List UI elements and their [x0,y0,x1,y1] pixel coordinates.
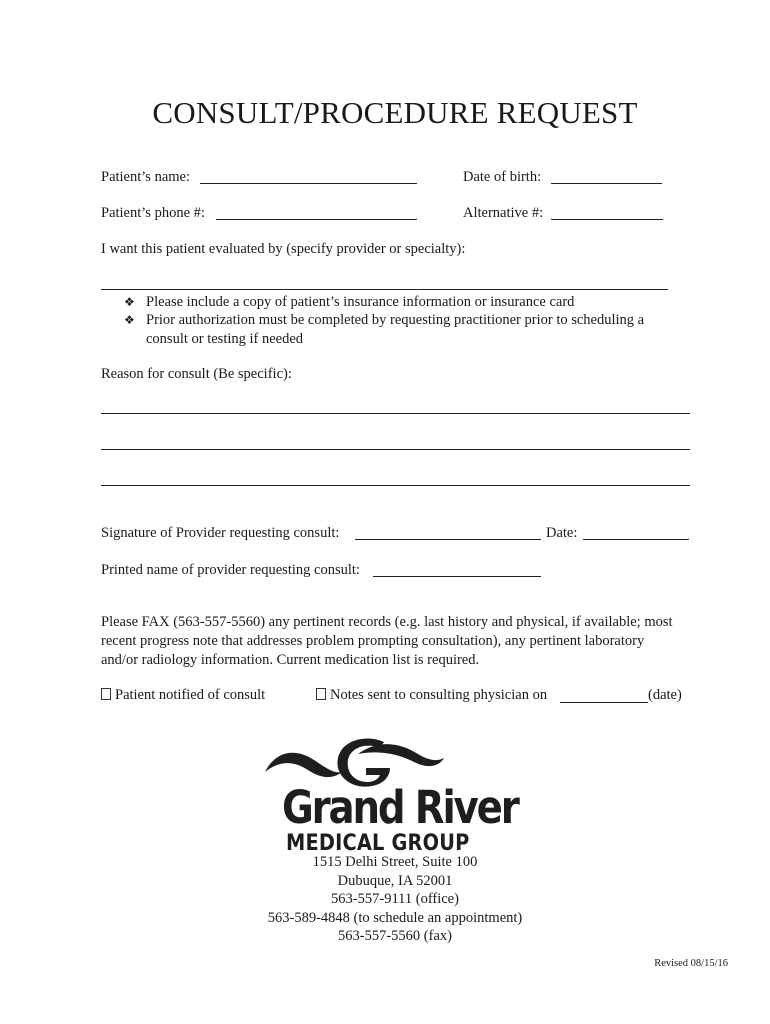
address-fax: 563-557-5560 (fax) [338,928,452,944]
date-field[interactable] [583,539,689,540]
patient-name-label: Patient’s name: [101,169,190,185]
patient-notified-label: Patient notified of consult [115,687,266,703]
notes-sent-label: Notes sent to consulting physician on [330,687,548,703]
diamond-bullet-icon: ❖ [124,313,135,327]
phone-label: Patient’s phone #: [101,205,205,221]
notes-sent-date-field[interactable] [560,702,648,703]
alternative-label: Alternative #: [463,205,544,221]
date-label: Date: [546,525,578,541]
fax-instructions: Please FAX (563-557-5560) any pertinent records (e.g. last history and physical, if available; most recent progress note that addresses problem prompting consultation), any pertinent laboratory and/or radiology information. Current medication list is required. [101,614,673,668]
bullet-insurance-text: Please include a copy of patient’s insurance information or insurance card [146,294,575,310]
reason-label: Reason for consult (Be specific): [101,366,292,382]
notes-sent-option[interactable] [316,687,547,704]
printed-name-field[interactable] [373,576,541,577]
address-street: 1515 Delhi Street, Suite 100 [312,854,478,870]
checkbox-icon[interactable] [316,688,326,700]
bullet-prior-auth [124,311,644,348]
address-city: Dubuque, IA 52001 [337,872,453,889]
bullet-prior-auth-text: Prior authorization must be completed by requesting practitioner prior to scheduling a [146,312,645,328]
phone-field[interactable] [216,219,417,220]
revision-date: Revised 08/15/16 [654,958,728,969]
notes-sent-date-suffix: (date) [648,687,682,703]
logo-wordmark: Grand River [282,781,518,834]
bullet-prior-auth-text-cont: consult or testing if needed [146,330,304,347]
patient-notified-option[interactable] [101,687,265,704]
evaluated-by-field[interactable] [101,289,668,290]
evaluated-by-label: I want this patient evaluated by (specify provider or specialty): [101,241,466,257]
bullet-insurance [124,293,574,312]
address-office-phone: 563-557-9111 (office) [331,891,459,907]
diamond-bullet-icon: ❖ [124,295,135,309]
signature-field[interactable] [355,539,541,540]
dob-field[interactable] [551,183,662,184]
reason-line-1[interactable] [101,413,690,414]
checkbox-icon[interactable] [101,688,111,700]
address-block [0,853,770,946]
address-appointment-phone: 563-589-4848 (to schedule an appointment) [267,909,523,926]
reason-line-3[interactable] [101,485,690,486]
reason-line-2[interactable] [101,449,690,450]
logo-subtitle: MEDICAL GROUP [286,831,470,856]
patient-name-field[interactable] [200,183,417,184]
page-title: CONSULT/PROCEDURE REQUEST [152,95,638,130]
alternative-field[interactable] [551,219,663,220]
dob-label: Date of birth: [463,169,542,185]
signature-label: Signature of Provider requesting consult: [101,525,340,541]
printed-name-label: Printed name of provider requesting consult: [101,562,360,578]
